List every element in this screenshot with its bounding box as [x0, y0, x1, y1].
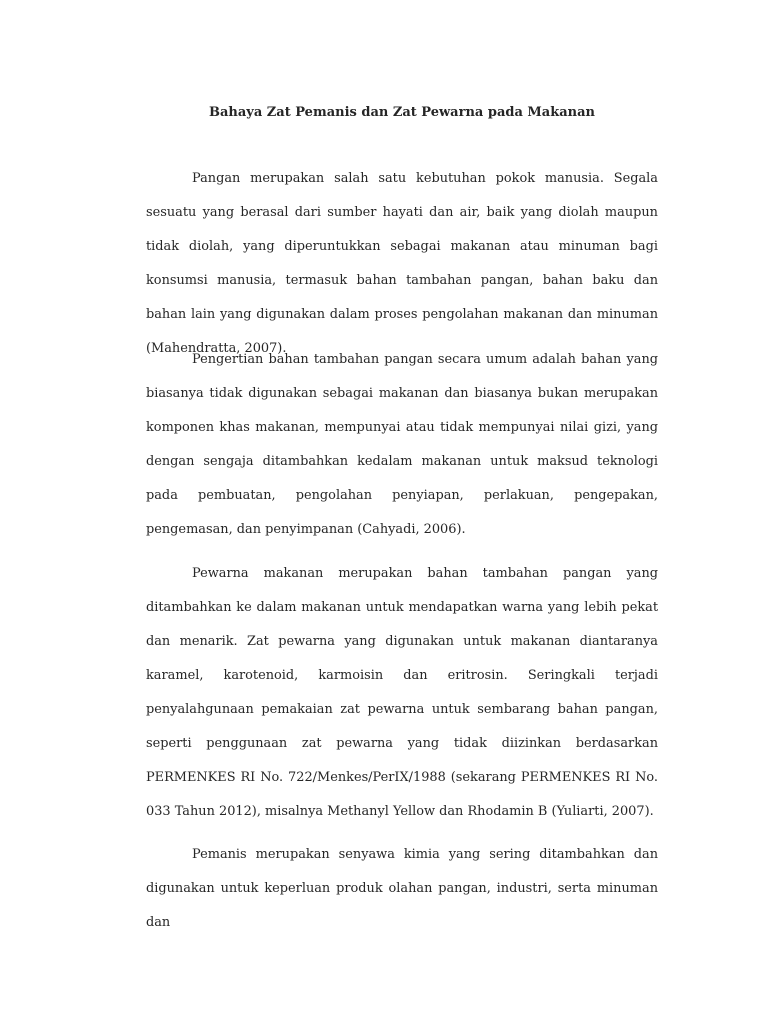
document-title: Bahaya Zat Pemanis dan Zat Pewarna pada Makanan: [209, 105, 595, 120]
paragraph-pewarna: Pewarna makanan merupakan bahan tambahan pangan yang ditambahkan ke dalam makanan untuk mendapatkan warna yang lebih pekat dan menarik. Zat pewarna yang digunakan untuk makanan diantaranya karamel, karotenoid, karmoisin dan eritrosin. Seringkali terjadi penyalahgunaan pemakaian zat pewarna untuk sembarang bahan pangan, seperti penggunaan zat pewarna yang tidak diizinkan berdasarkan PERMENKES RI No. 722/Menkes/PerIX/1988 (sekarang PERMENKES RI No. 033 Tahun 2012), misalnya Methanyl Yellow dan Rhodamin B (Yuliarti, 2007).: [146, 566, 658, 819]
paragraph-pangan: Pangan merupakan salah satu kebutuhan pokok manusia. Segala sesuatu yang berasal dari sumber hayati dan air, baik yang diolah maupun tidak diolah, yang diperuntukkan sebagai makanan atau minuman bagi konsumsi manusia, termasuk bahan tambahan pangan, bahan baku dan bahan lain yang digunakan dalam proses pengolahan makanan dan minuman (Mahendratta, 2007).: [146, 171, 658, 356]
paragraph-bahan-tambahan: Pengertian bahan tambahan pangan secara umum adalah bahan yang biasanya tidak digunakan sebagai makanan dan biasanya bukan merupakan komponen khas makanan, mempunyai atau tidak mempunyai nilai gizi, yang dengan sengaja ditambahkan kedalam makanan untuk maksud teknologi pada pembuatan, pengolahan penyiapan, perlakuan, pengepakan, pengemasan, dan penyimpanan (Cahyadi, 2006).: [146, 352, 658, 537]
paragraph-pemanis: Pemanis merupakan senyawa kimia yang sering ditambahkan dan digunakan untuk keperluan produk olahan pangan, industri, serta minuman dan: [146, 847, 658, 930]
